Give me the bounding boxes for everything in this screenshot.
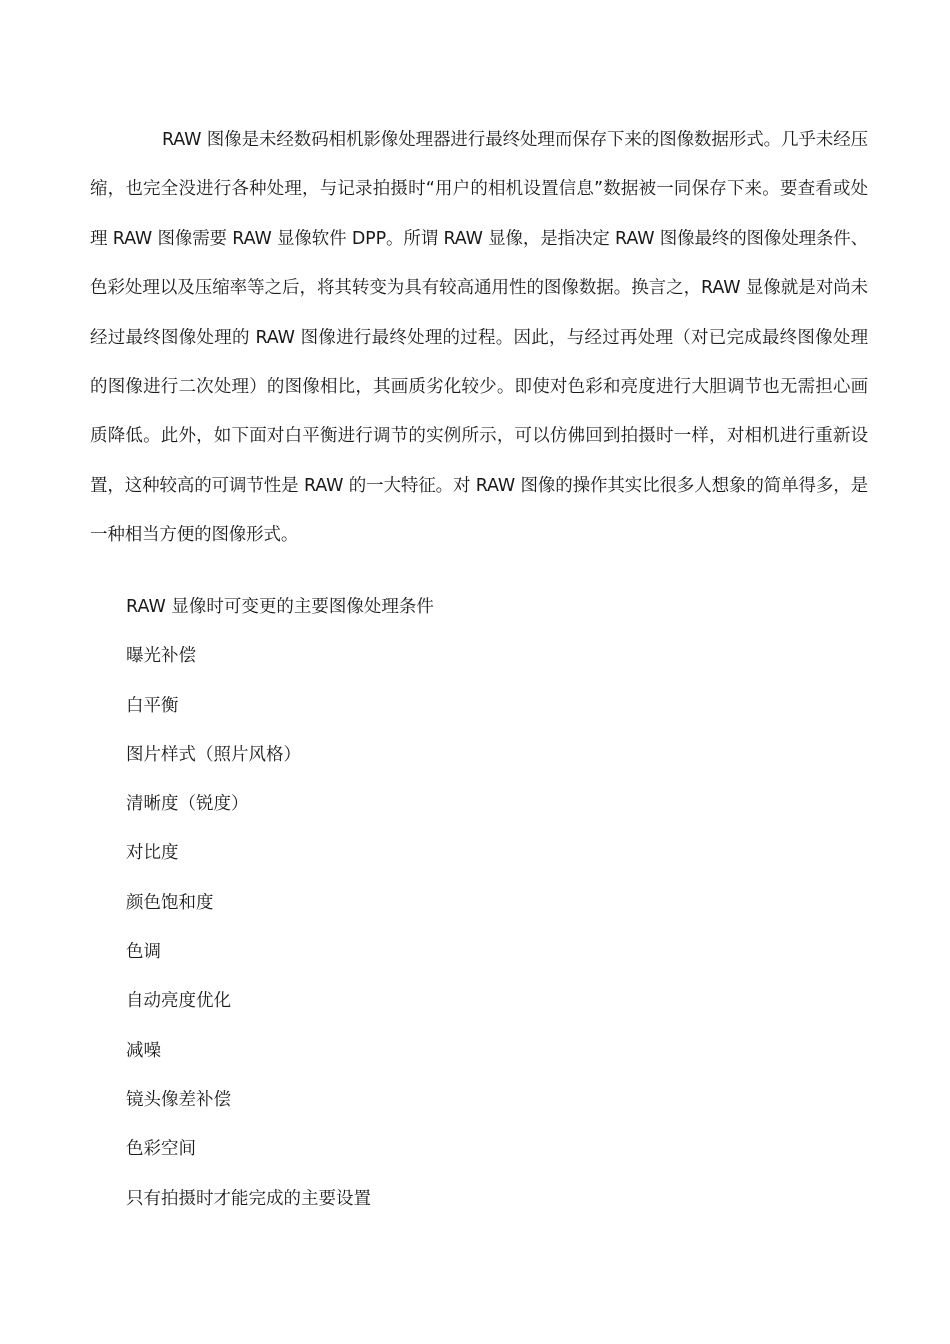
processing-conditions-list [126, 583, 826, 1224]
list-heading: RAW 显像时可变更的主要图像处理条件 [126, 597, 434, 617]
closing-heading: 只有拍摄时才能完成的主要设置 [126, 1188, 371, 1209]
list-item-contrast: 对比度 [126, 843, 179, 864]
intro-paragraph: RAW 图像是未经数码相机影像处理器进行最终处理而保存下来的图像数据形式。几乎未经压缩，也完全没进行各种处理，与记录拍摄时“用户的相机设置信息”数据被一同保存下来。要查看或处理 RAW 图像需要 RAW 显像软件 DPP。所谓 RAW 显像，是指决定 RAW 图像最终的图像处理条件、色彩处理以及压缩率等之后，将其转变为具有较高通用性的图像数据。换言之，RAW 显像就是对尚未经过最终图像处理的 RAW 图像进行最终处理的过程。因此，与经过再处理（对已完成最终图像处理的图像进行二次处理）的图像相比，其画质劣化较少。即使对色彩和亮度进行大胆调节也无需担心画质降低。此外，如下面对白平衡进行调节的实例所示，可以仿佛回到拍摄时一样，对相机进行重新设置，这种较高的可调节性是 RAW 的一大特征。对 RAW 图像的操作其实比很多人想象的简单得多，是一种相当方便的图像形式。 [90, 130, 868, 546]
list-item-color-space: 色彩空间 [126, 1139, 196, 1160]
list-item-auto-lighting-optimizer: 自动亮度优化 [126, 991, 231, 1012]
list-item-noise-reduction: 减噪 [126, 1040, 161, 1061]
list-item-lens-aberration-correction: 镜头像差补偿 [126, 1089, 231, 1110]
list-item-white-balance: 白平衡 [126, 695, 179, 716]
list-item-sharpness: 清晰度（锐度） [126, 794, 249, 815]
list-item-picture-style: 图片样式（照片风格） [126, 744, 301, 765]
list-item-exposure-compensation: 曝光补偿 [126, 646, 196, 667]
list-item-color-tone: 色调 [126, 942, 161, 963]
list-item-saturation: 颜色饱和度 [126, 892, 214, 913]
